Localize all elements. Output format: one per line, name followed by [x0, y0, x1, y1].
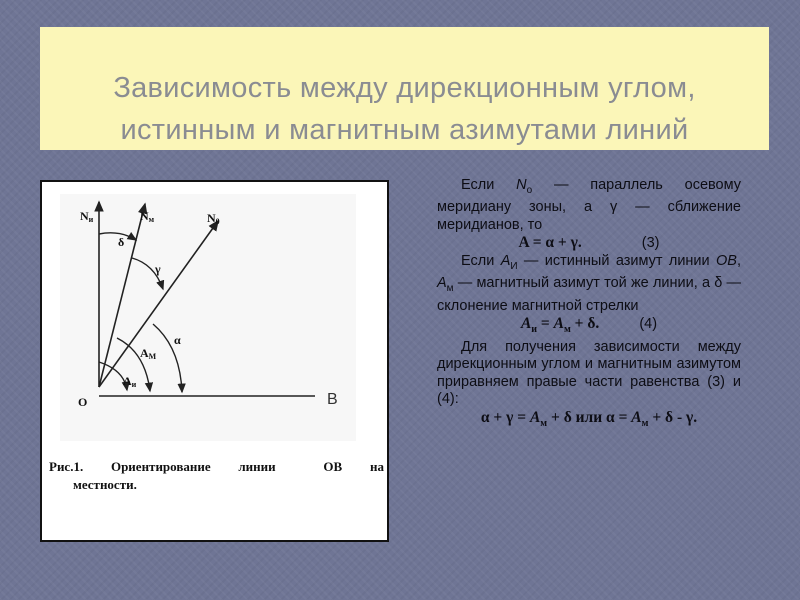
label-alpha: α	[174, 333, 181, 347]
label-n-true: Nи	[80, 209, 94, 224]
label-delta: δ	[118, 235, 125, 249]
title-line-2: истинным и магнитным азимутами линий	[120, 114, 689, 146]
formula-result: $\alpha + \gamma = A_м + \delta$ или $\alpha = A_м + \delta - \gamma$.	[480, 408, 698, 429]
explanation-text	[437, 177, 741, 432]
diagram-background	[60, 194, 356, 441]
label-n-zero: N0	[207, 211, 220, 226]
figure-panel	[40, 180, 389, 542]
formula-3: A = α + γ. (3)	[518, 234, 660, 252]
label-origin: O	[78, 395, 88, 409]
paragraph-axial-meridian: Если $N_о$ — параллель осевому меридиану зоны, а γ — сближение меридианов, то	[437, 177, 741, 233]
title-banner	[40, 27, 769, 150]
label-a-true: Aи	[123, 374, 137, 389]
title-line-1: Зависимость между дирекционным углом,	[113, 72, 696, 104]
paragraph-derivation: Для получения зависимости между дирекционным углом и магнитным азимутом приравняем правые части равенства (3) и (4):	[437, 338, 741, 408]
label-a-mag: AM	[140, 346, 157, 361]
label-point-b: B	[327, 391, 338, 408]
paragraph-true-azimuth: Если $A_И$ — истинный азимут линии OB, $A_м$ — магнитный азимут той же линии, а δ — склонение магнитной стрелки	[437, 252, 741, 314]
label-gamma: γ	[155, 262, 161, 276]
label-n-mag: Nм	[140, 209, 155, 224]
formula-4: $A_и = A_м + \delta$. (4)	[520, 315, 658, 336]
figure-caption: Рис.1. Ориентирование линии ОВ на местности.	[49, 459, 384, 492]
